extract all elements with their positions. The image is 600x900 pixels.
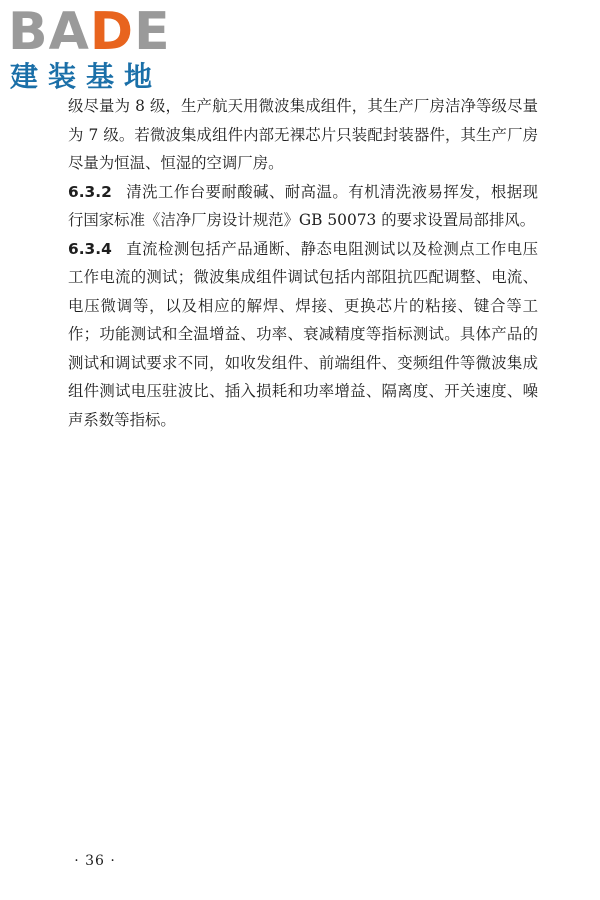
document-body xyxy=(68,92,538,434)
logo-wordmark xyxy=(8,2,171,62)
paragraph-text: 级尽量为 8 级，生产航天用微波集成组件，其生产厂房洁净等级尽量为 7 级。若微波集成组件内部无裸芯片只装配封装器件，其生产厂房尽量为恒温、恒湿的空调厂房。 xyxy=(68,97,538,172)
logo-word-part2: E xyxy=(134,2,171,62)
logo-word-part1: BA xyxy=(8,2,90,62)
clause-number: 6.3.2 xyxy=(68,182,112,201)
clause-text: 清洗工作台要耐酸碱、耐高温。有机清洗液易挥发，根据现行国家标准《洁净厂房设计规范》GB 50073 的要求设置局部排风。 xyxy=(68,182,538,229)
page-number: · 36 · xyxy=(74,853,116,869)
clause-6-3-4 xyxy=(68,235,538,435)
logo-subtitle: 建装基地 xyxy=(10,60,163,93)
paragraph-continuation xyxy=(68,92,538,178)
clause-text: 直流检测包括产品通断、静态电阻测试以及检测点工作电压工作电流的测试；微波集成组件调试包括内部阻抗匹配调整、电流、电压微调等，以及相应的解焊、焊接、更换芯片的粘接、键合等工作；功能测试和全温增益、功率、衰减精度等指标测试。具体产品的测试和调试要求不同，如收发组件、前端组件、变频组件等微波集成组件测试电压驻波比、插入损耗和功率增益、隔离度、开关速度、噪声系数等指标。 xyxy=(68,239,538,429)
clause-6-3-2 xyxy=(68,178,538,235)
bade-logo xyxy=(8,2,178,98)
clause-number: 6.3.4 xyxy=(68,239,112,258)
logo-word-accent: D xyxy=(89,2,135,62)
